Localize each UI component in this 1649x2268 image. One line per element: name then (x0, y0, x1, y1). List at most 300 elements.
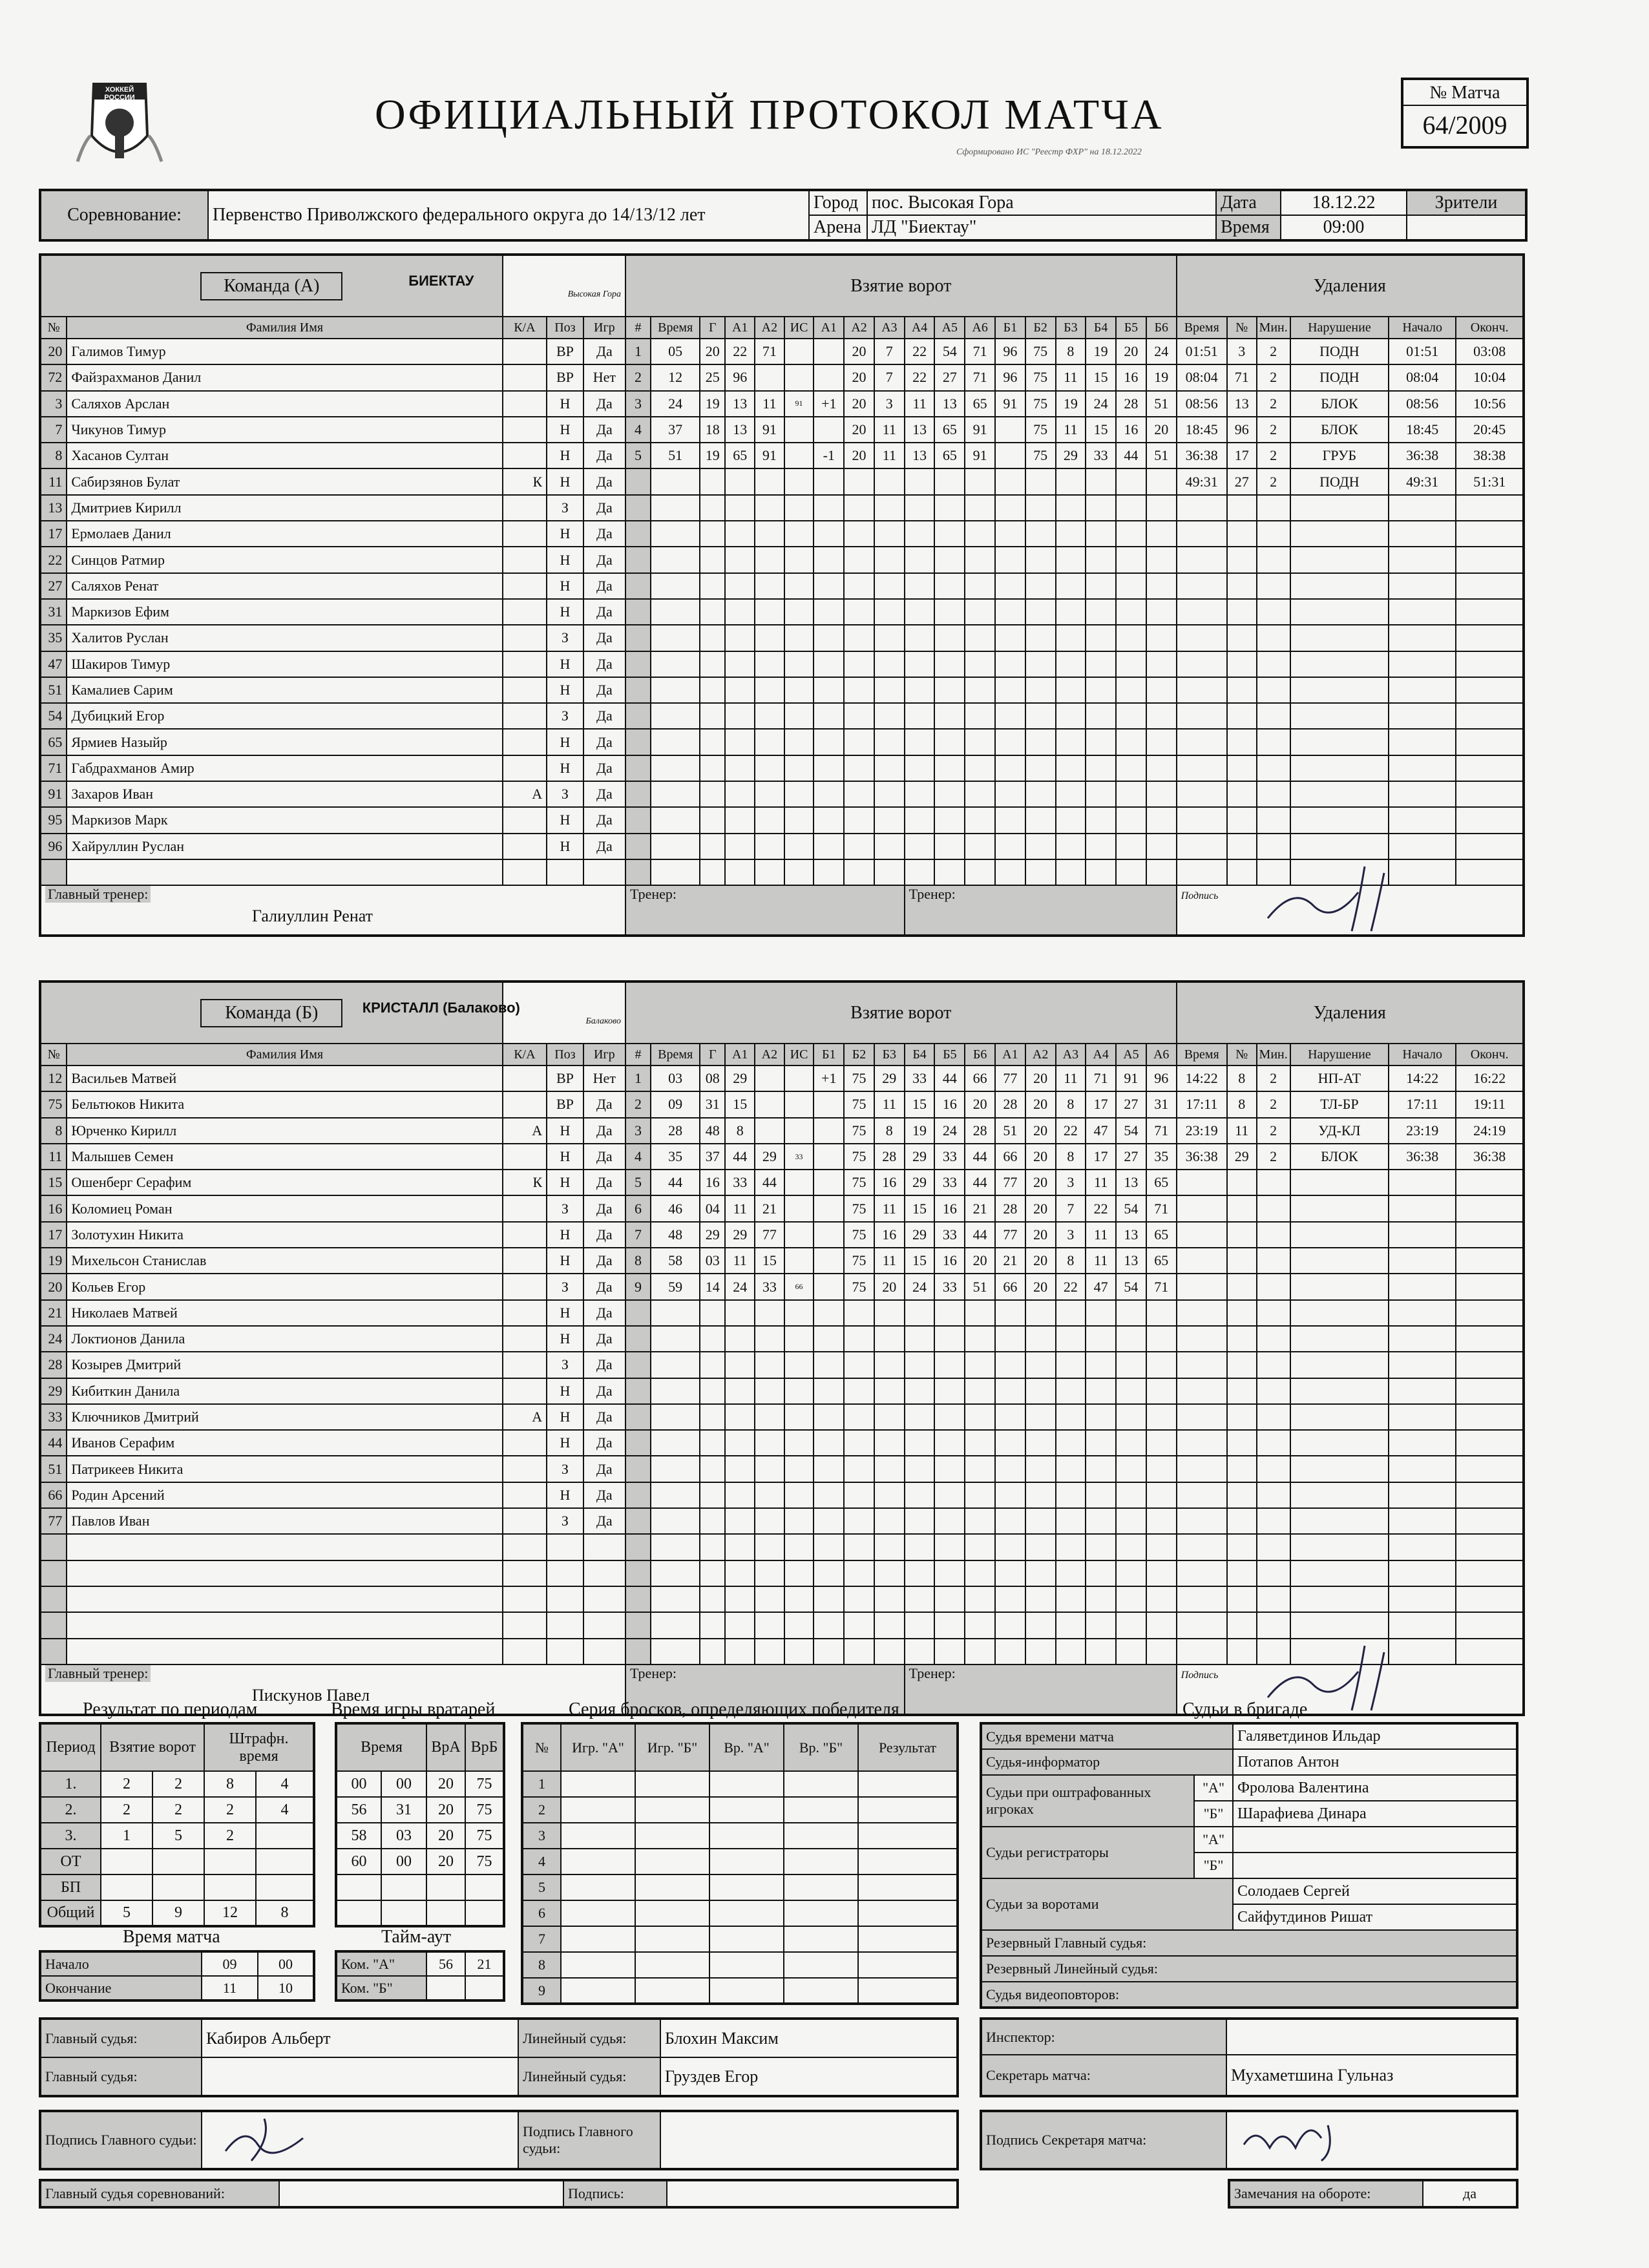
team_a-pen-empty (1227, 573, 1257, 599)
team_a-goal-cell: 65 (965, 391, 995, 417)
team_a-goal-empty (1056, 834, 1086, 859)
team_a-goals-title: Взятие ворот (625, 255, 1177, 317)
team_b-player-cell: Васильев Матвей (67, 1066, 502, 1091)
team_a-goal-empty (814, 625, 844, 651)
team_a-goal-empty (755, 651, 784, 677)
secretary: Мухаметшина Гульназ (1226, 2055, 1517, 2096)
team_a-player-cell: К (503, 468, 547, 494)
team_a-goal-empty (934, 625, 965, 651)
competition-name: Первенство Приволжского федерального округа до 14/13/12 лет (208, 190, 809, 240)
team_a-goal-empty (1086, 468, 1116, 494)
team_a-goal-empty (1025, 781, 1056, 807)
team_b-goal-empty (1086, 1352, 1116, 1378)
team_a-player-cell: 31 (40, 599, 67, 625)
team_a-goal-empty (995, 807, 1025, 833)
team_b-player-cell: 33 (40, 1404, 67, 1430)
team_a-goal-empty (965, 834, 995, 859)
team_a-player-cell: 3 (40, 391, 67, 417)
team_a-goal-empty (1056, 781, 1086, 807)
team_b-goal-empty (784, 1639, 814, 1664)
team_a-player-cell: З (547, 781, 583, 807)
team_a-player-cell: Н (547, 834, 583, 859)
team_b-goal-empty (874, 1378, 905, 1404)
team_b-goal-cell: 20 (1025, 1144, 1056, 1170)
team_a-goal-empty (625, 468, 651, 494)
team_a-goal-cell: 11 (874, 443, 905, 468)
team_b-goal-empty (1086, 1612, 1116, 1638)
team_b-goal-empty (1146, 1612, 1177, 1638)
team_a-pen-cell: 10:56 (1456, 391, 1524, 417)
team_b-goal-empty (651, 1612, 700, 1638)
goalie-a-col: ВрА (426, 1723, 465, 1771)
team_a-pen-empty (1456, 703, 1524, 729)
team_b-player-empty (547, 1560, 583, 1586)
team_b-pen-empty (1389, 1456, 1456, 1482)
team_a-goal-cell: 75 (1025, 339, 1056, 364)
arena-label: Арена (809, 215, 867, 240)
team_b-goal-empty (1116, 1534, 1146, 1560)
team_b-goal-cell: 65 (1146, 1248, 1177, 1274)
team_b-goal-empty (1025, 1586, 1056, 1612)
team_b-goal-cell: 20 (1025, 1195, 1056, 1221)
team_b-pen-empty (1227, 1404, 1257, 1430)
team_a-pen-sec: 45 (1424, 421, 1439, 438)
team_a-goal-empty (725, 573, 755, 599)
goalie-cell: 20 (426, 1797, 465, 1823)
team_a-goal-empty (651, 599, 700, 625)
team_b-player-cell: 19 (40, 1248, 67, 1274)
team_b-pen-empty (1456, 1404, 1524, 1430)
team_b-pen-empty (1389, 1612, 1456, 1638)
team_a-player-cell (503, 391, 547, 417)
team_a-pen-min: 18 (1185, 421, 1200, 438)
team_b-goal-empty (1056, 1456, 1086, 1482)
penbox-judge-b: Шарафиева Динара (1233, 1801, 1517, 1827)
team_a-goal-empty (1025, 625, 1056, 651)
team_b-player-cell: ВР (547, 1066, 583, 1091)
team_b-goal-empty (995, 1586, 1025, 1612)
team_b-goal-empty (725, 1482, 755, 1508)
team_b-goal-cell: 20 (1025, 1222, 1056, 1248)
shootout-num: 2 (522, 1797, 561, 1823)
team_b-pen-cell: 11 (1227, 1118, 1257, 1144)
team_a-pen-empty (1177, 677, 1227, 703)
team_a-player-cell (503, 364, 547, 390)
team_b-goal-empty (700, 1326, 725, 1352)
team_b-goal-empty (725, 1404, 755, 1430)
team_a-pen-empty (1389, 703, 1456, 729)
team_b-goal-cell: 21 (965, 1195, 995, 1221)
team_a-pen-empty (1227, 521, 1257, 547)
team_b-goal-empty (784, 1404, 814, 1430)
team_a-pen-empty (1257, 703, 1290, 729)
team_a-pen-empty (1177, 599, 1227, 625)
team_b-goal-empty (1025, 1456, 1056, 1482)
team_b-goal-empty (874, 1560, 905, 1586)
team_b-goal-empty (934, 1639, 965, 1664)
team_b-goal-empty (844, 1326, 874, 1352)
team_b-goal-cell: 75 (844, 1170, 874, 1195)
team_b-goal-cell: 17 (1086, 1144, 1116, 1170)
team_b-goal-empty (874, 1482, 905, 1508)
team_b-goal-cell: 75 (844, 1066, 874, 1091)
team_b-player-cell: Да (583, 1222, 625, 1248)
team_b-pen-empty (1389, 1430, 1456, 1456)
team_b-goal-empty (651, 1430, 700, 1456)
reserve-line-label: Резервный Линейный судья: (981, 1956, 1517, 1982)
team_b-goal-cell (814, 1144, 844, 1170)
team_b-pen-sec: 19 (1491, 1122, 1506, 1139)
team_a-goal-cell: 4 (625, 417, 651, 443)
team_a-goal-empty (700, 859, 725, 885)
team_a-goal-empty (625, 755, 651, 781)
team_a-pen-col-header: Мин. (1257, 317, 1290, 339)
period-cell: 2 (204, 1823, 256, 1849)
team_a-goal-empty (625, 573, 651, 599)
team_a-player-cell (503, 703, 547, 729)
team_b-goal-empty (625, 1586, 651, 1612)
team_a-goal-cell: 22 (725, 339, 755, 364)
team_a-player-cell: ВР (547, 364, 583, 390)
team_a-goal-empty (965, 573, 995, 599)
team_b-goal-cell: 77 (995, 1066, 1025, 1091)
team_a-goal-empty (625, 781, 651, 807)
team_a-player-col-header: Поз (547, 317, 583, 339)
team_b-goal-cell: 16 (874, 1222, 905, 1248)
timeout-table (335, 1950, 505, 2002)
team_b-pen-empty (1456, 1274, 1524, 1299)
team_a-goal-empty (725, 755, 755, 781)
team_a-pen-empty (1257, 677, 1290, 703)
team_b-goal-empty (725, 1639, 755, 1664)
team_a-player-cell: Хасанов Султан (67, 443, 502, 468)
team_b-goal-empty (814, 1404, 844, 1430)
team_a-goal-col-header: Г (700, 317, 725, 339)
team_b-goal-cell: 15 (905, 1248, 935, 1274)
team_b-player-empty (40, 1612, 67, 1638)
team_a-goal-empty (651, 573, 700, 599)
team_b-goal-empty (784, 1508, 814, 1534)
team_b-goal-empty (755, 1560, 784, 1586)
team_b-goal-empty (625, 1508, 651, 1534)
team_b-goal-empty (1025, 1534, 1056, 1560)
team_a-goal-empty (934, 599, 965, 625)
start-hour: 09 (202, 1951, 258, 1976)
team_b-goal-empty (1056, 1352, 1086, 1378)
team_a-goal-empty (905, 547, 935, 572)
team_a-pen-empty (1177, 625, 1227, 651)
team_a-pen-cell: 18:45 (1389, 417, 1456, 443)
team_b-player-empty (40, 1534, 67, 1560)
team_a-player-cell: Н (547, 547, 583, 572)
team_b-pen-empty (1227, 1534, 1257, 1560)
team_b-player-cell: Да (583, 1326, 625, 1352)
signature-table (39, 2110, 959, 2170)
team_b-goal-cell: 71 (1146, 1118, 1177, 1144)
team_a-goal-empty (874, 781, 905, 807)
team_a-pen-empty (1389, 677, 1456, 703)
team_b-player-cell: 77 (40, 1508, 67, 1534)
info-table (39, 189, 1528, 242)
date: 18.12.22 (1281, 190, 1407, 215)
team_b-player-cell (503, 1326, 547, 1352)
team_a-player-cell (503, 339, 547, 364)
team_a-pen-col-header: Оконч. (1456, 317, 1524, 339)
team_b-goal-empty (844, 1482, 874, 1508)
team_b-goal-empty (1146, 1378, 1177, 1404)
team_a-goal-cell (814, 364, 844, 390)
team_a-goal-col-header: ИС (784, 317, 814, 339)
team_b-pen-empty (1290, 1326, 1389, 1352)
team_b-player-cell: А (503, 1404, 547, 1430)
team_a-pen-sec: 08 (1491, 343, 1506, 360)
team_b-goal-empty (784, 1534, 814, 1560)
team_a-goal-cell: 19 (700, 443, 725, 468)
team_b-pen-sec: 19 (1424, 1122, 1439, 1139)
team_a-pen-cell: ПОДН (1290, 468, 1389, 494)
team_a-pen-empty (1290, 625, 1389, 651)
team_b-pen-cell: 23:19 (1177, 1118, 1227, 1144)
team_b-pen-empty (1257, 1300, 1290, 1326)
team_b-pen-empty (1257, 1430, 1290, 1456)
team_a-player-cell: 35 (40, 625, 67, 651)
team_a-pen-cell: 27 (1227, 468, 1257, 494)
team_a-goal-cell: 20 (844, 364, 874, 390)
team_b-goal-empty (1056, 1404, 1086, 1430)
team_b-goal-empty (965, 1352, 995, 1378)
team_b-pen-min: 36 (1406, 1148, 1421, 1165)
goalie-empty (381, 1874, 426, 1900)
team_b-goal-cell: 33 (755, 1274, 784, 1299)
team_a-goal-empty (1025, 703, 1056, 729)
match-number-box (1401, 78, 1529, 149)
team_a-goal-empty (965, 625, 995, 651)
team_b-goal-cell: 33 (784, 1144, 814, 1170)
team_b-goal-empty (700, 1404, 725, 1430)
team_a-player-cell: Хайруллин Руслан (67, 834, 502, 859)
team_a-player-cell: Да (583, 834, 625, 859)
team_a-goal-empty (625, 521, 651, 547)
team_a-goal-cell: 27 (934, 364, 965, 390)
team_b-goal-cell: 44 (934, 1066, 965, 1091)
team_b-goal-cell: 9 (625, 1274, 651, 1299)
team_b-goal-cell: 20 (1025, 1170, 1056, 1195)
team_b-goal-empty (1056, 1534, 1086, 1560)
team_b-goal-empty (651, 1639, 700, 1664)
team_b-goal-empty (1056, 1430, 1086, 1456)
team_a-pen-sec: 45 (1203, 421, 1218, 438)
team_b-goal-empty (755, 1456, 784, 1482)
team_b-goal-empty (1146, 1586, 1177, 1612)
team_a-goal-empty (874, 834, 905, 859)
team_a-goal-empty (625, 651, 651, 677)
team_a-goal-empty (844, 651, 874, 677)
period-cell: ОТ (40, 1849, 101, 1874)
team_a-pen-cell: ПОДН (1290, 364, 1389, 390)
team_b-goal-cell (784, 1066, 814, 1091)
team_a-goal-empty (700, 755, 725, 781)
team_a-goal-empty (700, 625, 725, 651)
team_b-goal-empty (755, 1586, 784, 1612)
team_a-pen-empty (1227, 651, 1257, 677)
team_a-pen-empty (1177, 781, 1227, 807)
team_a-goal-empty (1086, 625, 1116, 651)
team_b-goal-empty (1025, 1482, 1056, 1508)
team_a-player-cell: Да (583, 651, 625, 677)
team_a-sign-label: Подпись (1181, 890, 1219, 902)
team_b-goal-empty (1146, 1300, 1177, 1326)
team_b-pen-empty (1456, 1378, 1524, 1404)
team_b-goal-empty (700, 1560, 725, 1586)
team_a-player-cell: Ермолаев Данил (67, 521, 502, 547)
team_b-pen-cell: 36:38 (1456, 1144, 1524, 1170)
team_b-goal-empty (814, 1586, 844, 1612)
period-cell: 1. (40, 1771, 101, 1797)
team_b-player-empty (67, 1639, 502, 1664)
team_b-goal-cell: 16 (934, 1091, 965, 1117)
goalie-empty (426, 1874, 465, 1900)
team_a-goal-empty (874, 521, 905, 547)
team_a-goal-empty (934, 807, 965, 833)
team_b-pen-empty (1227, 1248, 1257, 1274)
logo (65, 65, 174, 174)
team_b-pen-cell: 2 (1257, 1091, 1290, 1117)
team_a-pen-sec: 38 (1491, 447, 1506, 464)
team_b-goal-empty (784, 1560, 814, 1586)
team_b-goal-empty (814, 1326, 844, 1352)
team_a-goal-empty (874, 495, 905, 521)
team_a-player-cell: Н (547, 755, 583, 781)
team_a-goal-empty (784, 729, 814, 755)
team_a-player-cell: З (547, 495, 583, 521)
team_b-goal-cell (784, 1118, 814, 1144)
team_b-pen-sec: 22 (1491, 1070, 1506, 1087)
team_b-goal-cell: 13 (1116, 1170, 1146, 1195)
team_a-player-cell: Да (583, 495, 625, 521)
team_b-goal-cell: 44 (965, 1144, 995, 1170)
shootout-col-header: № (522, 1723, 561, 1771)
team_b-goal-cell: 28 (995, 1091, 1025, 1117)
team_b-goal-empty (625, 1352, 651, 1378)
team_b-pen-empty (1227, 1195, 1257, 1221)
team_a-player-cell: Файзрахманов Данил (67, 364, 502, 390)
team_a-goal-empty (844, 521, 874, 547)
team_a-pen-empty (1257, 781, 1290, 807)
team_b-goal-empty (725, 1586, 755, 1612)
team_a-goal-empty (1146, 495, 1177, 521)
team_b-player-cell: 17 (40, 1222, 67, 1248)
team_a-goal-cell: -1 (814, 443, 844, 468)
team_b-pen-empty (1290, 1248, 1389, 1274)
team_b-pen-empty (1389, 1508, 1456, 1534)
team_a-goal-col-header: А2 (844, 317, 874, 339)
period-cell: 2 (101, 1771, 152, 1797)
team_b-player-cell: З (547, 1456, 583, 1482)
team_a-goal-cell: 91 (755, 443, 784, 468)
team_b-pen-empty (1290, 1352, 1389, 1378)
team_a-goal-cell: 13 (725, 417, 755, 443)
team_b-goal-cell (784, 1248, 814, 1274)
team_a-goal-cell (995, 443, 1025, 468)
team_a-goal-empty (755, 547, 784, 572)
team_b-goal-cell: 54 (1116, 1118, 1146, 1144)
team_a-player-cell: Галимов Тимур (67, 339, 502, 364)
competition-judge-table (39, 2179, 959, 2209)
goal-judges-label: Судьи за воротами (981, 1878, 1233, 1930)
team_b-goal-empty (934, 1534, 965, 1560)
team_a-goal-empty (784, 677, 814, 703)
team_a-goal-cell: 51 (1146, 391, 1177, 417)
team_a-table (39, 253, 1525, 937)
team_b-goal-empty (725, 1612, 755, 1638)
team_b-goal-cell: 11 (874, 1195, 905, 1221)
team_b-goal-empty (905, 1586, 935, 1612)
team_b-player-cell: Золотухин Никита (67, 1222, 502, 1248)
team_b-pen-empty (1177, 1300, 1227, 1326)
team_a-goal-col-header: А5 (934, 317, 965, 339)
team_a-goal-empty (700, 599, 725, 625)
period-cell: 4 (256, 1771, 314, 1797)
team_b-goal-cell: 66 (965, 1066, 995, 1091)
team_b-pen-empty (1389, 1352, 1456, 1378)
team_b-goal-cell: 37 (700, 1144, 725, 1170)
team_a-goal-empty (651, 859, 700, 885)
team_a-signature (1255, 860, 1423, 938)
team_b-goal-cell: 20 (965, 1091, 995, 1117)
team_a-player-cell (503, 417, 547, 443)
goalie-cell: 75 (465, 1849, 504, 1874)
officials-title: Судьи в бригаде (1182, 1699, 1308, 1719)
penbox-label: Судьи при оштрафованных игроках (981, 1775, 1194, 1827)
team_a-goal-empty (625, 677, 651, 703)
team_b-pen-empty (1227, 1222, 1257, 1248)
team_b-pen-col-header: Время (1177, 1044, 1227, 1066)
team_b-player-cell: З (547, 1195, 583, 1221)
shootout-title: Серия бросков, определяющих победителя (569, 1699, 899, 1719)
team_a-goal-cell: 20 (1146, 417, 1177, 443)
team_b-goal-cell: 96 (1146, 1066, 1177, 1091)
team_b-goal-col-header: А6 (1146, 1044, 1177, 1066)
team_a-player-col-header: Игр (583, 317, 625, 339)
team_b-player-cell: 21 (40, 1300, 67, 1326)
team_b-goal-cell: 77 (995, 1170, 1025, 1195)
team_a-pen-empty (1290, 495, 1389, 521)
team_a-pen-empty (1456, 651, 1524, 677)
team_b-pen-empty (1456, 1534, 1524, 1560)
team_b-goal-empty (1146, 1639, 1177, 1664)
team_b-goal-empty (651, 1560, 700, 1586)
team_a-pen-cell: 17 (1227, 443, 1257, 468)
team_b-goal-cell: 15 (725, 1091, 755, 1117)
team_a-goal-empty (905, 859, 935, 885)
team_b-pen-sec: 19 (1203, 1122, 1218, 1139)
team_a-pen-empty (1227, 755, 1257, 781)
team_a-pen-empty (1456, 729, 1524, 755)
team_b-goal-empty (1086, 1639, 1116, 1664)
team_b-goal-empty (625, 1560, 651, 1586)
team_a-goal-empty (844, 677, 874, 703)
team_a-goal-empty (934, 521, 965, 547)
team_b-player-cell: Да (583, 1430, 625, 1456)
team_a-pen-col-header: № (1227, 317, 1257, 339)
team_b-player-empty (547, 1639, 583, 1664)
team_a-player-cell (503, 755, 547, 781)
team_b-goal-cell: 8 (874, 1118, 905, 1144)
team_b-player-cell: Н (547, 1248, 583, 1274)
team_b-goal-empty (755, 1639, 784, 1664)
period-cell (204, 1849, 256, 1874)
team_b-player-empty (503, 1612, 547, 1638)
